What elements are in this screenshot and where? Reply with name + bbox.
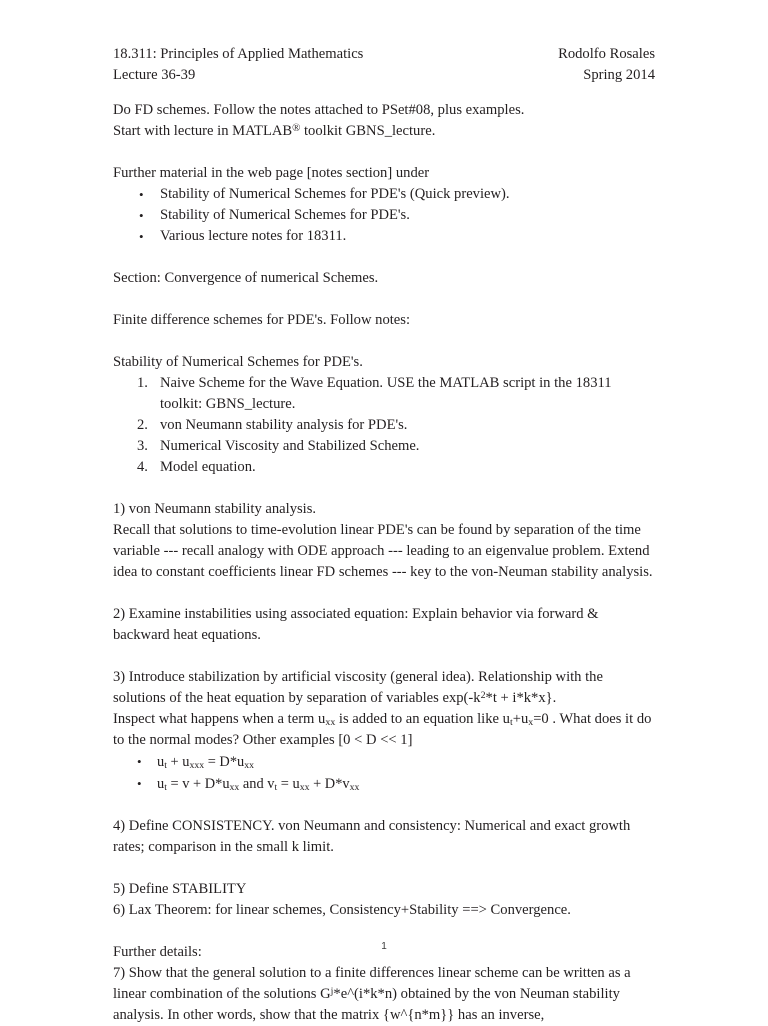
further-material-lead: Further material in the web page [notes section] under	[113, 165, 430, 181]
subscript-t: t	[509, 717, 513, 729]
list-item-number: 4.	[137, 459, 148, 475]
list-item	[113, 457, 655, 478]
intro-line-2	[113, 121, 655, 142]
exponent-two: 2	[480, 689, 486, 701]
item-3-text-post: *t + i*k*x}.	[485, 690, 557, 706]
equation-2: $u_t = v + D*u_{xx}$ and $v_t = u_{xx} + D*v_{xx}$	[157, 776, 360, 794]
item-7-text-pre: 7) Show that the general solution to a finite differences linear scheme can be written as a linear combination of the solutions G	[113, 965, 631, 1002]
item-3b-text-mid2: +u	[512, 711, 529, 727]
list-item	[113, 373, 655, 415]
item-6-line: 6) Lax Theorem: for linear schemes, Consistency+Stability ==> Convergence.	[113, 902, 571, 918]
list-item	[113, 415, 655, 436]
item-3b-text-mid: is added to an equation like u	[335, 711, 510, 727]
list-item	[113, 751, 655, 773]
item-5-line: 5) Define STABILITY	[113, 881, 247, 897]
list-item	[113, 205, 655, 226]
lecture-range: Lecture 36-39	[113, 67, 196, 83]
list-item-label: von Neumann stability analysis for PDE's.	[160, 417, 408, 433]
spacer	[113, 247, 655, 268]
document-body	[113, 44, 655, 1026]
intro-toolkit-text: toolkit GBNS_lecture.	[300, 123, 436, 139]
list-item-number: 1.	[137, 375, 148, 391]
item-3b-text-post: =0 . What does it do to the normal modes? Other examples [0 < D << 1]	[113, 711, 652, 748]
spacer	[113, 478, 655, 499]
page-number: 1	[381, 941, 387, 952]
list-item-number: 2.	[137, 417, 148, 433]
stability-numbered-list	[113, 373, 655, 478]
spacer	[113, 921, 655, 942]
spacer	[113, 86, 655, 100]
bullet-icon: •	[137, 754, 142, 769]
list-item-label: Naive Scheme for the Wave Equation. USE the MATLAB script in the 18311 toolkit: GBNS_lecture.	[160, 375, 612, 412]
document-header-line-2	[113, 65, 655, 86]
list-item-label: Various lecture notes for 18311.	[160, 228, 347, 244]
author-name: Rodolfo Rosales	[558, 46, 655, 62]
list-item	[113, 436, 655, 457]
item-7-text-post: *e^(i*k*n) obtained by the von Neuman stability analysis. In other words, show that the matrix {w^{n*m}} has an inverse,	[113, 986, 620, 1023]
list-item	[113, 773, 655, 795]
list-item	[113, 226, 655, 247]
list-item-label: Stability of Numerical Schemes for PDE's.	[160, 207, 410, 223]
further-material-list	[113, 184, 655, 247]
course-title: 18.311: Principles of Applied Mathematics	[113, 46, 364, 62]
list-item-number: 3.	[137, 438, 148, 454]
spacer	[113, 142, 655, 163]
bullet-icon: •	[137, 776, 142, 791]
item-1-title: 1) von Neumann stability analysis.	[113, 501, 317, 517]
bullet-icon: •	[139, 208, 144, 223]
spacer	[113, 795, 655, 816]
item-3-line-b	[113, 709, 655, 751]
item-3b-text-pre: Inspect what happens when a term u	[113, 711, 326, 727]
page-footer	[0, 941, 768, 952]
equation-1: $u_t + u_{xxx} = D*u_{xx}$	[157, 754, 254, 772]
item-3-text-pre: 3) Introduce stabilization by artificial viscosity (general idea). Relationship with the solutions of the heat equation by separation of variables exp(-k	[113, 669, 603, 706]
list-item	[113, 184, 655, 205]
item-3-line-a	[113, 667, 655, 709]
spacer	[113, 646, 655, 667]
superscript-j: j	[330, 985, 334, 997]
subscript-xx: xx	[325, 717, 336, 729]
list-item-label: Numerical Viscosity and Stabilized Scheme.	[160, 438, 420, 454]
document-header-line-1	[113, 44, 655, 65]
item-7-body	[113, 963, 655, 1026]
subscript-x: x	[528, 717, 534, 729]
spacer	[113, 583, 655, 604]
finite-difference-line: Finite difference schemes for PDE's. Follow notes:	[113, 312, 411, 328]
item-1-body: Recall that solutions to time-evolution linear PDE's can be found by separation of the time variable --- recall analogy with ODE approach --- leading to an eigenvalue problem. Extend idea to constant coefficients linear FD schemes --- key to the von-Neuman stability analysis.	[113, 522, 653, 580]
list-item-label: Model equation.	[160, 459, 256, 475]
list-item-label: Stability of Numerical Schemes for PDE's (Quick preview).	[160, 186, 510, 202]
intro-matlab-text: Start with lecture in MATLAB	[113, 123, 293, 139]
item-4-body: 4) Define CONSISTENCY. von Neumann and consistency: Numerical and exact growth rates; comparison in the small k limit.	[113, 818, 631, 855]
bullet-icon: •	[139, 187, 144, 202]
section-convergence-line: Section: Convergence of numerical Schemes.	[113, 270, 379, 286]
spacer	[113, 289, 655, 310]
registered-trademark-icon: ®	[292, 121, 301, 134]
bullet-icon: •	[139, 229, 144, 244]
item-2-body: 2) Examine instabilities using associated equation: Explain behavior via forward & backward heat equations.	[113, 606, 599, 643]
further-details-heading: Further details:	[113, 944, 202, 960]
stability-heading: Stability of Numerical Schemes for PDE's.	[113, 354, 363, 370]
spacer	[113, 858, 655, 879]
spacer	[113, 331, 655, 352]
term-label: Spring 2014	[583, 67, 655, 83]
item-3-equation-list	[113, 751, 655, 795]
intro-line-1: Do FD schemes. Follow the notes attached to PSet#08, plus examples.	[113, 102, 525, 118]
